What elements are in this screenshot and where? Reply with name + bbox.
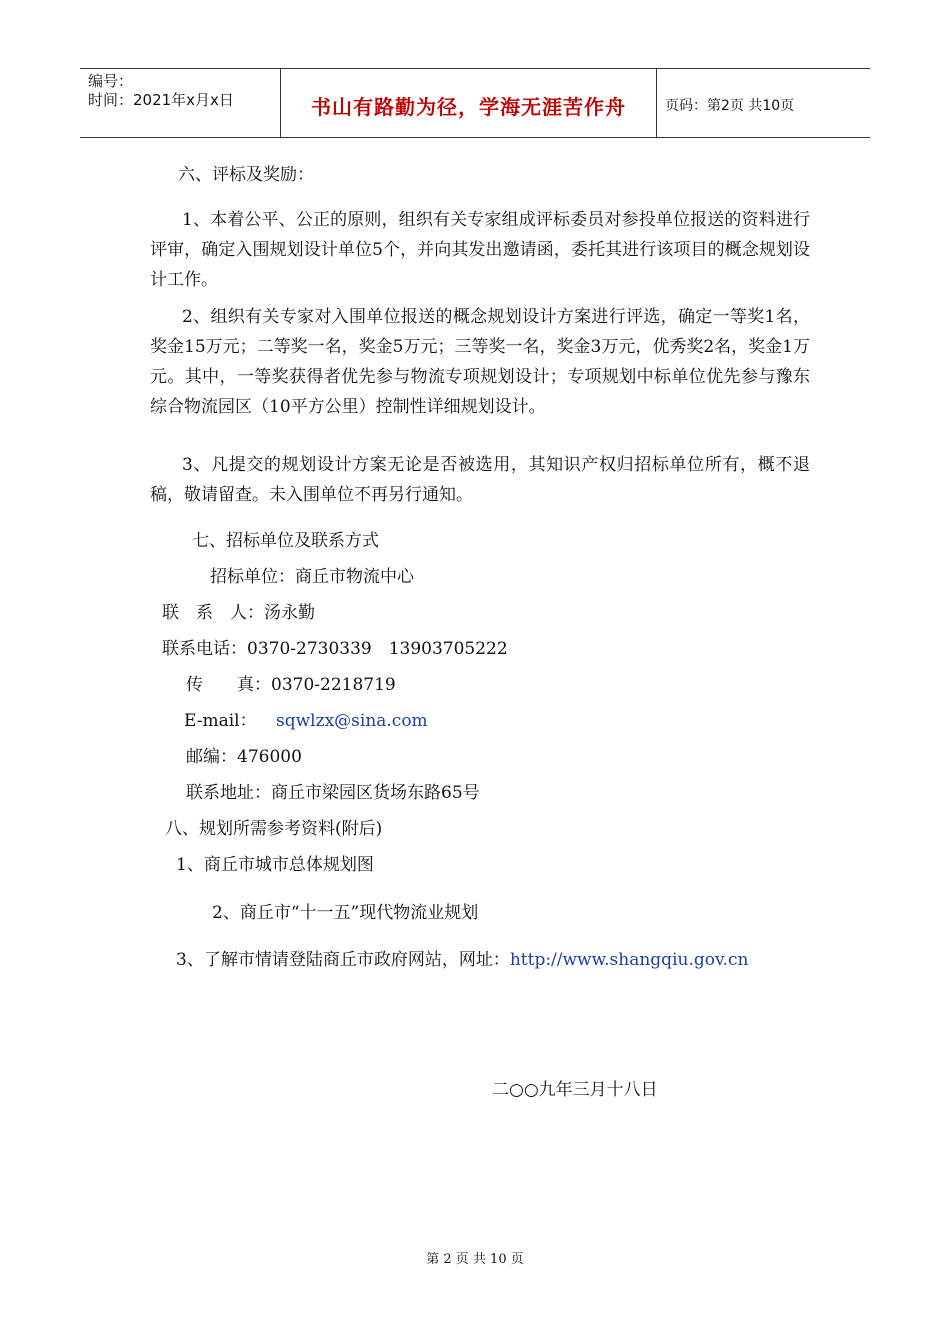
reference-item-3 [176, 945, 748, 970]
document-date: 二○○九年三月十八日 [492, 1080, 658, 1100]
contact-person: 联 系 人：汤永勤 [162, 603, 315, 623]
header-motto: 书山有路勤为径，学海无涯苦作舟 [311, 95, 626, 119]
tender-unit: 招标单位：商丘市物流中心 [210, 567, 414, 587]
page-footer: 第 2 页 共 10 页 [426, 1252, 524, 1267]
contact-email-line [184, 706, 428, 731]
section8-heading: 八、规划所需参考资料(附后) [165, 819, 383, 839]
reference-item-1: 1、商丘市城市总体规划图 [176, 855, 374, 875]
contact-fax: 传 真：0370-2218719 [186, 675, 396, 695]
section6-paragraph-3: 3、凡提交的规划设计方案无论是否被选用，其知识产权归招标单位所有，概不退稿，敬请留查。未入围单位不再另行通知。 [150, 455, 810, 505]
header-page-info: 页码：第2页 共10页 [665, 98, 795, 114]
contact-phone: 联系电话：0370-2730339 13903705222 [162, 639, 508, 659]
section6-paragraph-1: 1、本着公平、公正的原则，组织有关专家组成评标委员对参投单位报送的资料进行评审，确定入围规划设计单位5个，并向其发出邀请函，委托其进行该项目的概念规划设计工作。 [150, 210, 810, 290]
email-link[interactable]: sqwlzx@sina.com [276, 711, 428, 731]
reference-item-3-label: 3、了解市情请登陆商丘市政府网站，网址： [176, 950, 510, 970]
page-header [80, 68, 870, 138]
time-label: 时间：2021年x月x日 [88, 91, 234, 109]
code-label: 编号： [88, 72, 134, 90]
reference-item-2: 2、商丘市“十一五”现代物流业规划 [212, 903, 479, 923]
website-link[interactable]: http://www.shangqiu.gov.cn [509, 950, 749, 970]
section6-paragraph-2: 2、组织有关专家对入围单位报送的概念规划设计方案进行评选，确定一等奖1名，奖金15万元；二等奖一名，奖金5万元；三等奖一名，奖金3万元，优秀奖2名，奖金1万元。其中，一等奖获得者优先参与物流专项规划设计；专项规划中标单位优先参与豫东综合物流园区（10平方公里）控制性详细规划设计。 [150, 307, 810, 417]
header-divider [656, 69, 657, 137]
email-label: E-mail： [184, 711, 257, 731]
postcode: 邮编：476000 [186, 747, 302, 767]
contact-address: 联系地址：商丘市梁园区货场东路65号 [186, 783, 480, 803]
section7-heading: 七、招标单位及联系方式 [192, 531, 379, 551]
section6-heading: 六、评标及奖励： [178, 165, 314, 185]
header-meta [88, 72, 234, 110]
